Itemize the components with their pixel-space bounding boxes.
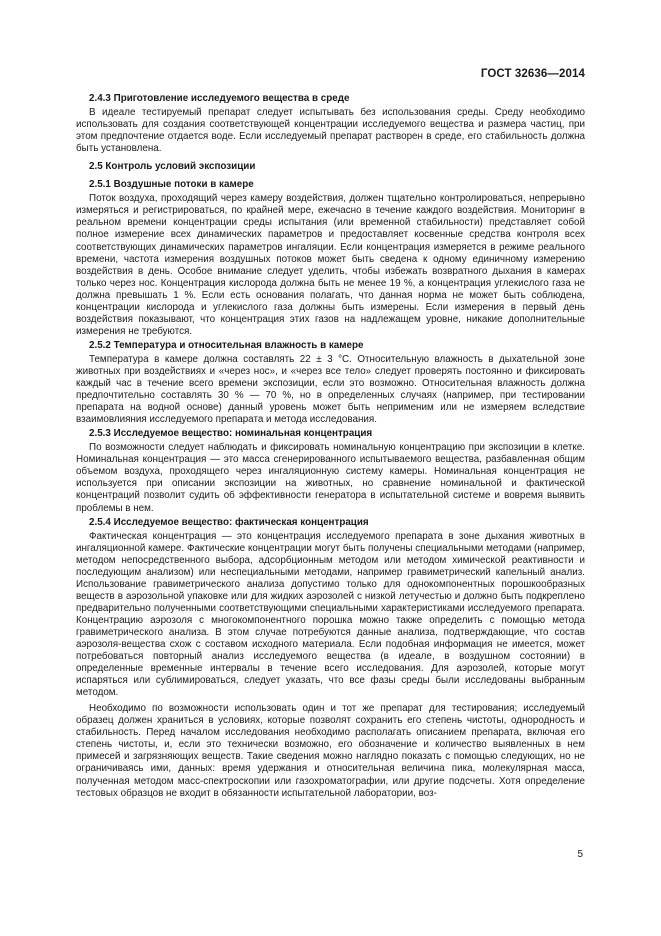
paragraph: Поток воздуха, проходящий через камеру воздействия, должен тщательно контролироваться, непрерывно измеряться и регистрироваться, по крайней мере, ежечасно в течение каждого воздействия. Мониторинг в реальном времени концентрации среды испытания (или временной стабильности) представляет собой полное измерение всех динамических параметров и предоставляет косвенные средства контроля всех соответствующих динамических параметров ингаляции. Если концентрация измеряется в режиме реального времени, частота измерения воздушных потоков может быть сведена к одному единичному измерению воздействия в день. Особое внимание следует уделить, чтобы избежать возвратного дыхания в камерах только через нос. Концентрация кислорода должна быть не менее 19 %, а концентрация углекислого газа не должна превышать 1 %. Если есть основания полагать, что данная норма не может быть соблюдена, концентрации кислорода и углекислого газа должны быть измерены. Если измерения в первый день воздействия показывают, что концентрация этих газов на надлежащем уровне, никакие дополнительные измерения не требуются. — [76, 193, 585, 337]
paragraph: По возможности следует наблюдать и фиксировать номинальную концентрацию при экспозиции в клетке. Номинальная концентрация — это масса сгенерированного испытываемого вещества, разбавленная общим объемом воздуха, проходящего через ингаляционную систему камеры. Номинальная концентрация не используется при описании экспозиции на животных, но сравнение номинальной и фактической концентраций позволит судить об эффективности генератора в испытательной системе и вовремя выявить проблемы в нем. — [76, 442, 585, 514]
section-title-2-5-3: 2.5.3 Исследуемое вещество: номинальная концентрация — [89, 428, 373, 440]
paragraph: Температура в камере должна составлять 22 ± 3 °С. Относительную влажность в дыхательной зоне животных при воздействиях и «через нос», и «через все тело» следует проверять постоянно и фиксировать каждый час в течение всего времени экспозиции, если это возможно. Относительная влажность должна предпочтительно составлять 30 % — 70 %, но в определенных случаях (например, при тестировании препарата на водной основе) данный уровень может быть неприменим или не измеряем вследствие взаимовлияния исследуемого препарата и метода исследования. — [76, 353, 585, 426]
section-title-2-5: 2.5 Контроль условий экспозиции — [89, 161, 256, 173]
paragraph: В идеале тестируемый препарат следует испытывать без использования среды. Среду необходимо использовать для создания соответствующей концентрации исследуемого вещества и размера частиц, при этом предпочтение отдается воде. Если исследуемый препарат растворен в среде, его стабильность должна быть установлена. — [76, 107, 585, 155]
section-title-2-5-2: 2.5.2 Температура и относительная влажность в камере — [89, 339, 364, 351]
section-title-2-5-1: 2.5.1 Воздушные потоки в камере — [89, 179, 254, 191]
paragraph: Фактическая концентрация — это концентрация исследуемого препарата в зоне дыхания животных в ингаляционной камере. Фактические концентрации могут быть получены специальными методами (например, методом непосредственного выбора, адсорбционным методом или методом химической реактивности и последующим анализом) или неспециальными методами, например гравиметрический капельный анализ. Использование гравиметрического анализа допустимо только для однокомпонентных порошкообразных веществ в аэрозольной упаковке или для жидких аэрозолей с низкой летучестью и должно быть подкреплено предварительно полученными соответствующими специальными характеристиками исследуемого препарата. Концентрацию аэрозоля с многокомпонентного порошка можно также определить с помощью метода гравиметрического анализа. В этом случае потребуются данные анализа, подтверждающие, что состав аэрозоля-вещества схож с составом исходного материала. Если подобная информация не имеется, может потребоваться повторный анализ исследуемого вещества (в идеале, в воздушном состоянии) в определенные временные интервалы в течение всего исследования. Для аэрозолей, которые могут испаряться или сублимироваться, следует указать, что все фазы среды были исследованы выбранным методом. — [76, 530, 585, 699]
section-title-2-5-4: 2.5.4 Исследуемое вещество: фактическая концентрация — [89, 516, 369, 528]
section-title-2-4-3: 2.4.3 Приготовление исследуемого вещества в среде — [89, 93, 350, 104]
document-code: ГОСТ 32636—2014 — [480, 68, 585, 80]
document-body — [76, 93, 585, 800]
paragraph: Необходимо по возможности использовать один и тот же препарат для тестирования; исследуемый образец должен храниться в условиях, которые позволят сохранить его степень чистоты, однородность и стабильность. Перед началом исследования необходимо располагать описанием препарата, включая его степень чистоты, и, если это технически возможно, его обозначение и количество выявленных в нем примесей и загрязняющих веществ. Такие сведения можно наглядно показать с помощью следующих, но не ограничиваясь ими, данных: время удержания и относительная величина пика, молекулярная масса, полученная методом масс-спектроскопии или газохроматографии, или другие подсчеты. Хотя определение тестовых образцов не входит в обязанности испытательной лаборатории, воз- — [76, 703, 585, 799]
page-number: 5 — [577, 849, 583, 860]
